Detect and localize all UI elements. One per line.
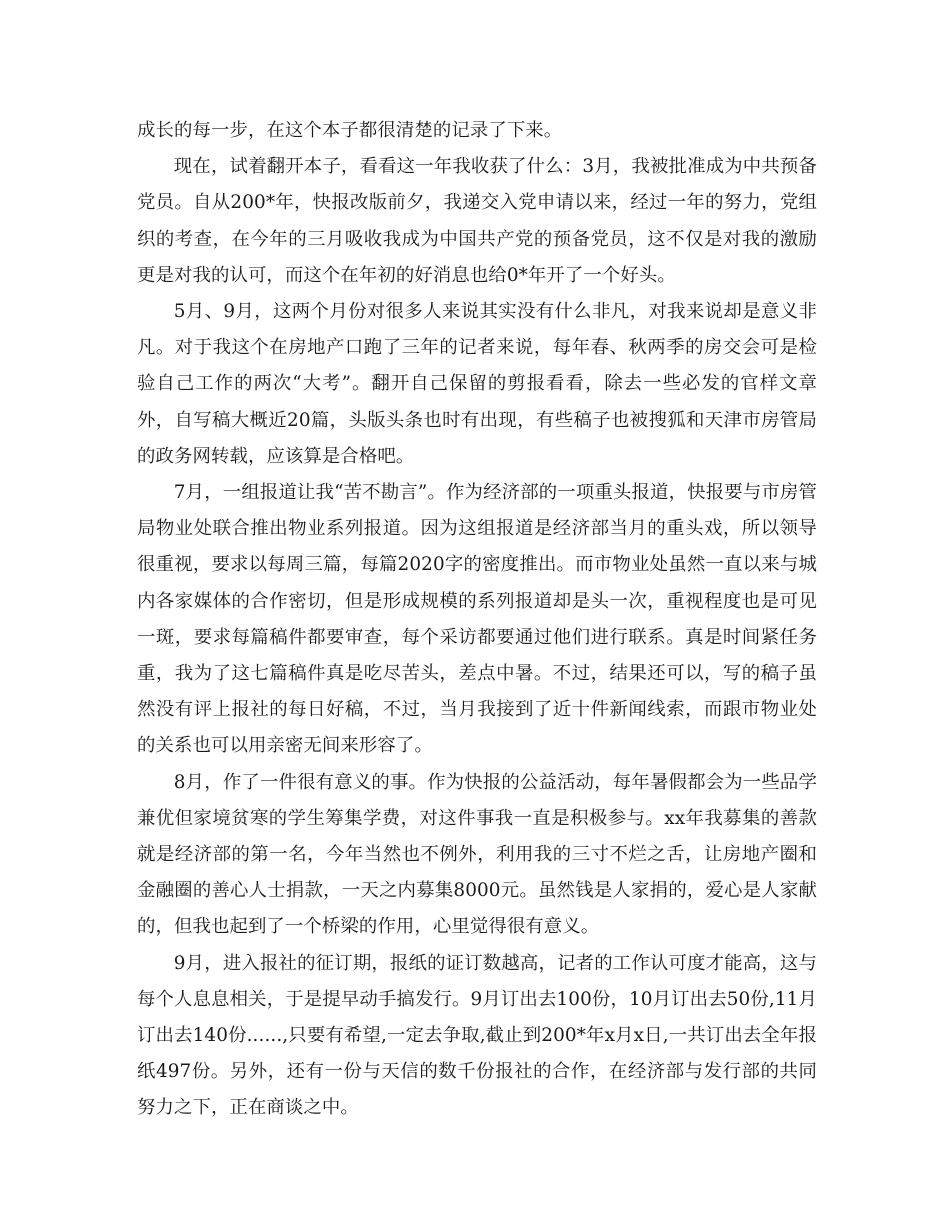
paragraph-march: 现在，试着翻开本子，看看这一年我收获了什么：3月，我被批准成为中共预备党员。自从200*年，快报改版前夕，我递交入党申请以来，经过一年的努力，党组织的考查，在今年的三月吸收我成为中国共产党的预备党员，这不仅是对我的激励更是对我的认可，而这个在年初的好消息也给0*年开了一个好头。 <box>137 156 817 286</box>
paragraph-continuation: 成长的每一步，在这个本子都很清楚的记录了下来。 <box>137 120 563 141</box>
paragraph-may-september: 5月、9月，这两个月份对很多人来说其实没有什么非凡，对我来说却是意义非凡。对于我这个在房地产口跑了三年的记者来说，每年春、秋两季的房交会可是检验自己工作的两次“大考”。翻开自己保留的剪报看看，除去一些必发的官样文章外，自写稿大概近20篇，头版头条也时有出现，有些稿子也被搜狐和天津市房管局的政务网转载，应该算是合格吧。 <box>137 301 817 467</box>
paragraph-august: 8月，作了一件很有意义的事。作为快报的公益活动，每年暑假都会为一些品学兼优但家境贫寒的学生筹集学费，对这件事我一直是积极参与。xx年我募集的善款就是经济部的第一名，今年当然也不例外，利用我的三寸不烂之舌，让房地产圈和金融圈的善心人士捐款，一天之内募集8000元。虽然钱是人家捐的，爱心是人家献的，但我也起到了一个桥梁的作用，心里觉得很有意义。 <box>137 771 817 938</box>
paragraph-september: 9月，进入报社的征订期，报纸的证订数越高，记者的工作认可度才能高，这与每个人息息相关，于是提早动手搞发行。9月订出去100份，10月订出去50份,11月订出去140份......,只要有希望,一定去争取,截止到200*年x月x日,一共订出去全年报纸497份。另外，还有一份与天信的数千份报社的合作，在经济部与发行部的共同努力之下，正在商谈之中。 <box>137 952 817 1119</box>
document-body <box>137 113 817 1127</box>
paragraph-july: 7月，一组报道让我“苦不勘言”。作为经济部的一项重头报道，快报要与市房管局物业处联合推出物业系列报道。因为这组报道是经济部当月的重头戏，所以领导很重视，要求以每周三篇，每篇2020字的密度推出。而市物业处虽然一直以来与城内各家媒体的合作密切，但是形成规模的系列报道却是头一次，重视程度也是可见一斑，要求每篇稿件都要审查，每个采访都要通过他们进行联系。真是时间紧任务重，我为了这七篇稿件真是吃尽苦头，差点中暑。不过，结果还可以，写的稿子虽然没有评上报社的每日好稿，不过，当月我接到了近十件新闻线索，而跟市物业处的关系也可以用亲密无间来形容了。 <box>137 482 817 757</box>
